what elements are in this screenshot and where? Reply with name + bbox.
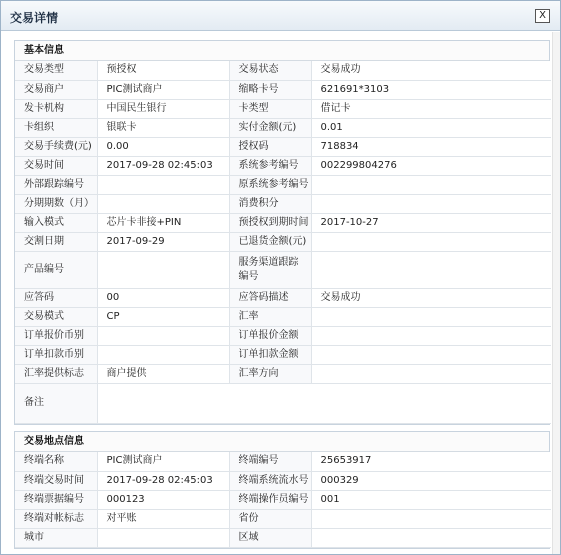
field-label: 订单报价币别 [15,326,97,345]
field-label: 交易状态 [229,61,311,80]
field-value [97,528,229,547]
table-row [15,118,551,137]
location-info-table [15,452,551,548]
table-row [15,471,551,490]
field-label: 终端系统流水号 [229,471,311,490]
field-label: 汇率 [229,307,311,326]
field-value [97,326,229,345]
field-label: 交易类型 [15,61,97,80]
field-label: 订单扣款金额 [229,345,311,364]
table-row [15,326,551,345]
field-label: 交易商户 [15,80,97,99]
table-row [15,213,551,232]
field-value [311,307,551,326]
field-label: 消费积分 [229,194,311,213]
table-row [15,175,551,194]
field-value: 芯片卡非接+PIN [97,213,229,232]
field-value: 621691*3103 [311,80,551,99]
field-label: 交易模式 [15,307,97,326]
field-value: PIC测试商户 [97,80,229,99]
field-value: 2017-09-28 02:45:03 [97,471,229,490]
field-value [311,345,551,364]
table-row [15,288,551,307]
field-value: 2017-10-27 [311,213,551,232]
field-value [311,251,551,288]
remark-row [15,383,551,423]
close-button[interactable]: X [535,9,550,23]
basic-info-section [14,40,550,425]
dialog-titlebar [1,1,560,31]
remark-value [97,383,551,423]
field-label: 交易手续费(元) [15,137,97,156]
field-label: 终端编号 [229,452,311,471]
field-label: 产品编号 [15,251,97,288]
field-label: 外部跟踪编号 [15,175,97,194]
field-label: 汇率方向 [229,364,311,383]
table-row [15,509,551,528]
field-value: 对平账 [97,509,229,528]
field-label: 卡组织 [15,118,97,137]
table-row [15,364,551,383]
dialog-body [1,32,560,554]
field-label: 省份 [229,509,311,528]
table-row [15,156,551,175]
table-row [15,251,551,288]
field-value: 000123 [97,490,229,509]
field-value: 0.00 [97,137,229,156]
field-value: 2017-09-28 02:45:03 [97,156,229,175]
field-value [97,345,229,364]
field-label: 应答码描述 [229,288,311,307]
field-label: 分期期数（月） [15,194,97,213]
field-value: 718834 [311,137,551,156]
section-heading: 交易地点信息 [15,432,549,452]
field-label: 卡类型 [229,99,311,118]
field-value: 25653917 [311,452,551,471]
section-heading: 基本信息 [15,41,549,61]
field-value [311,364,551,383]
field-label: 汇率提供标志 [15,364,97,383]
field-value: 银联卡 [97,118,229,137]
table-row [15,99,551,118]
field-value: 中国民生银行 [97,99,229,118]
dialog-title: 交易详情 [10,11,59,25]
table-row [15,194,551,213]
field-label: 城市 [15,528,97,547]
field-value [311,175,551,194]
field-value: 交易成功 [311,288,551,307]
field-label: 交易时间 [15,156,97,175]
field-label: 缩略卡号 [229,80,311,99]
field-value [311,326,551,345]
table-row [15,137,551,156]
field-label: 授权码 [229,137,311,156]
field-value: 借记卡 [311,99,551,118]
field-label: 服务渠道跟踪编号 [229,251,311,288]
field-value: 000329 [311,471,551,490]
table-row [15,307,551,326]
field-value [311,509,551,528]
field-value: 002299804276 [311,156,551,175]
field-value: 预授权 [97,61,229,80]
field-label: 输入模式 [15,213,97,232]
field-value [311,528,551,547]
field-value [97,251,229,288]
field-label: 应答码 [15,288,97,307]
field-label: 系统参考编号 [229,156,311,175]
field-label: 交割日期 [15,232,97,251]
field-label: 终端名称 [15,452,97,471]
field-label: 实付金额(元) [229,118,311,137]
field-value [311,232,551,251]
field-value: 交易成功 [311,61,551,80]
field-value: 0.01 [311,118,551,137]
field-value: 001 [311,490,551,509]
scrollbar[interactable] [552,32,560,554]
field-value: 2017-09-29 [97,232,229,251]
field-label: 备注 [15,383,97,423]
field-label: 订单扣款币别 [15,345,97,364]
basic-info-table [15,61,551,424]
field-label: 预授权到期时间 [229,213,311,232]
field-label: 原系统参考编号 [229,175,311,194]
field-value [311,194,551,213]
field-label: 发卡机构 [15,99,97,118]
table-row [15,490,551,509]
field-label: 终端操作员编号 [229,490,311,509]
field-value: 商户提供 [97,364,229,383]
field-label: 已退货金额(元) [229,232,311,251]
table-row [15,61,551,80]
field-label: 终端票据编号 [15,490,97,509]
field-label: 订单报价金额 [229,326,311,345]
field-label: 终端对帐标志 [15,509,97,528]
table-row [15,80,551,99]
field-value [97,194,229,213]
field-value: 00 [97,288,229,307]
location-info-section [14,431,550,549]
table-row [15,452,551,471]
field-value: CP [97,307,229,326]
table-row [15,232,551,251]
field-value [97,175,229,194]
field-label: 终端交易时间 [15,471,97,490]
field-value: PIC测试商户 [97,452,229,471]
table-row [15,528,551,547]
field-label: 区域 [229,528,311,547]
table-row [15,345,551,364]
